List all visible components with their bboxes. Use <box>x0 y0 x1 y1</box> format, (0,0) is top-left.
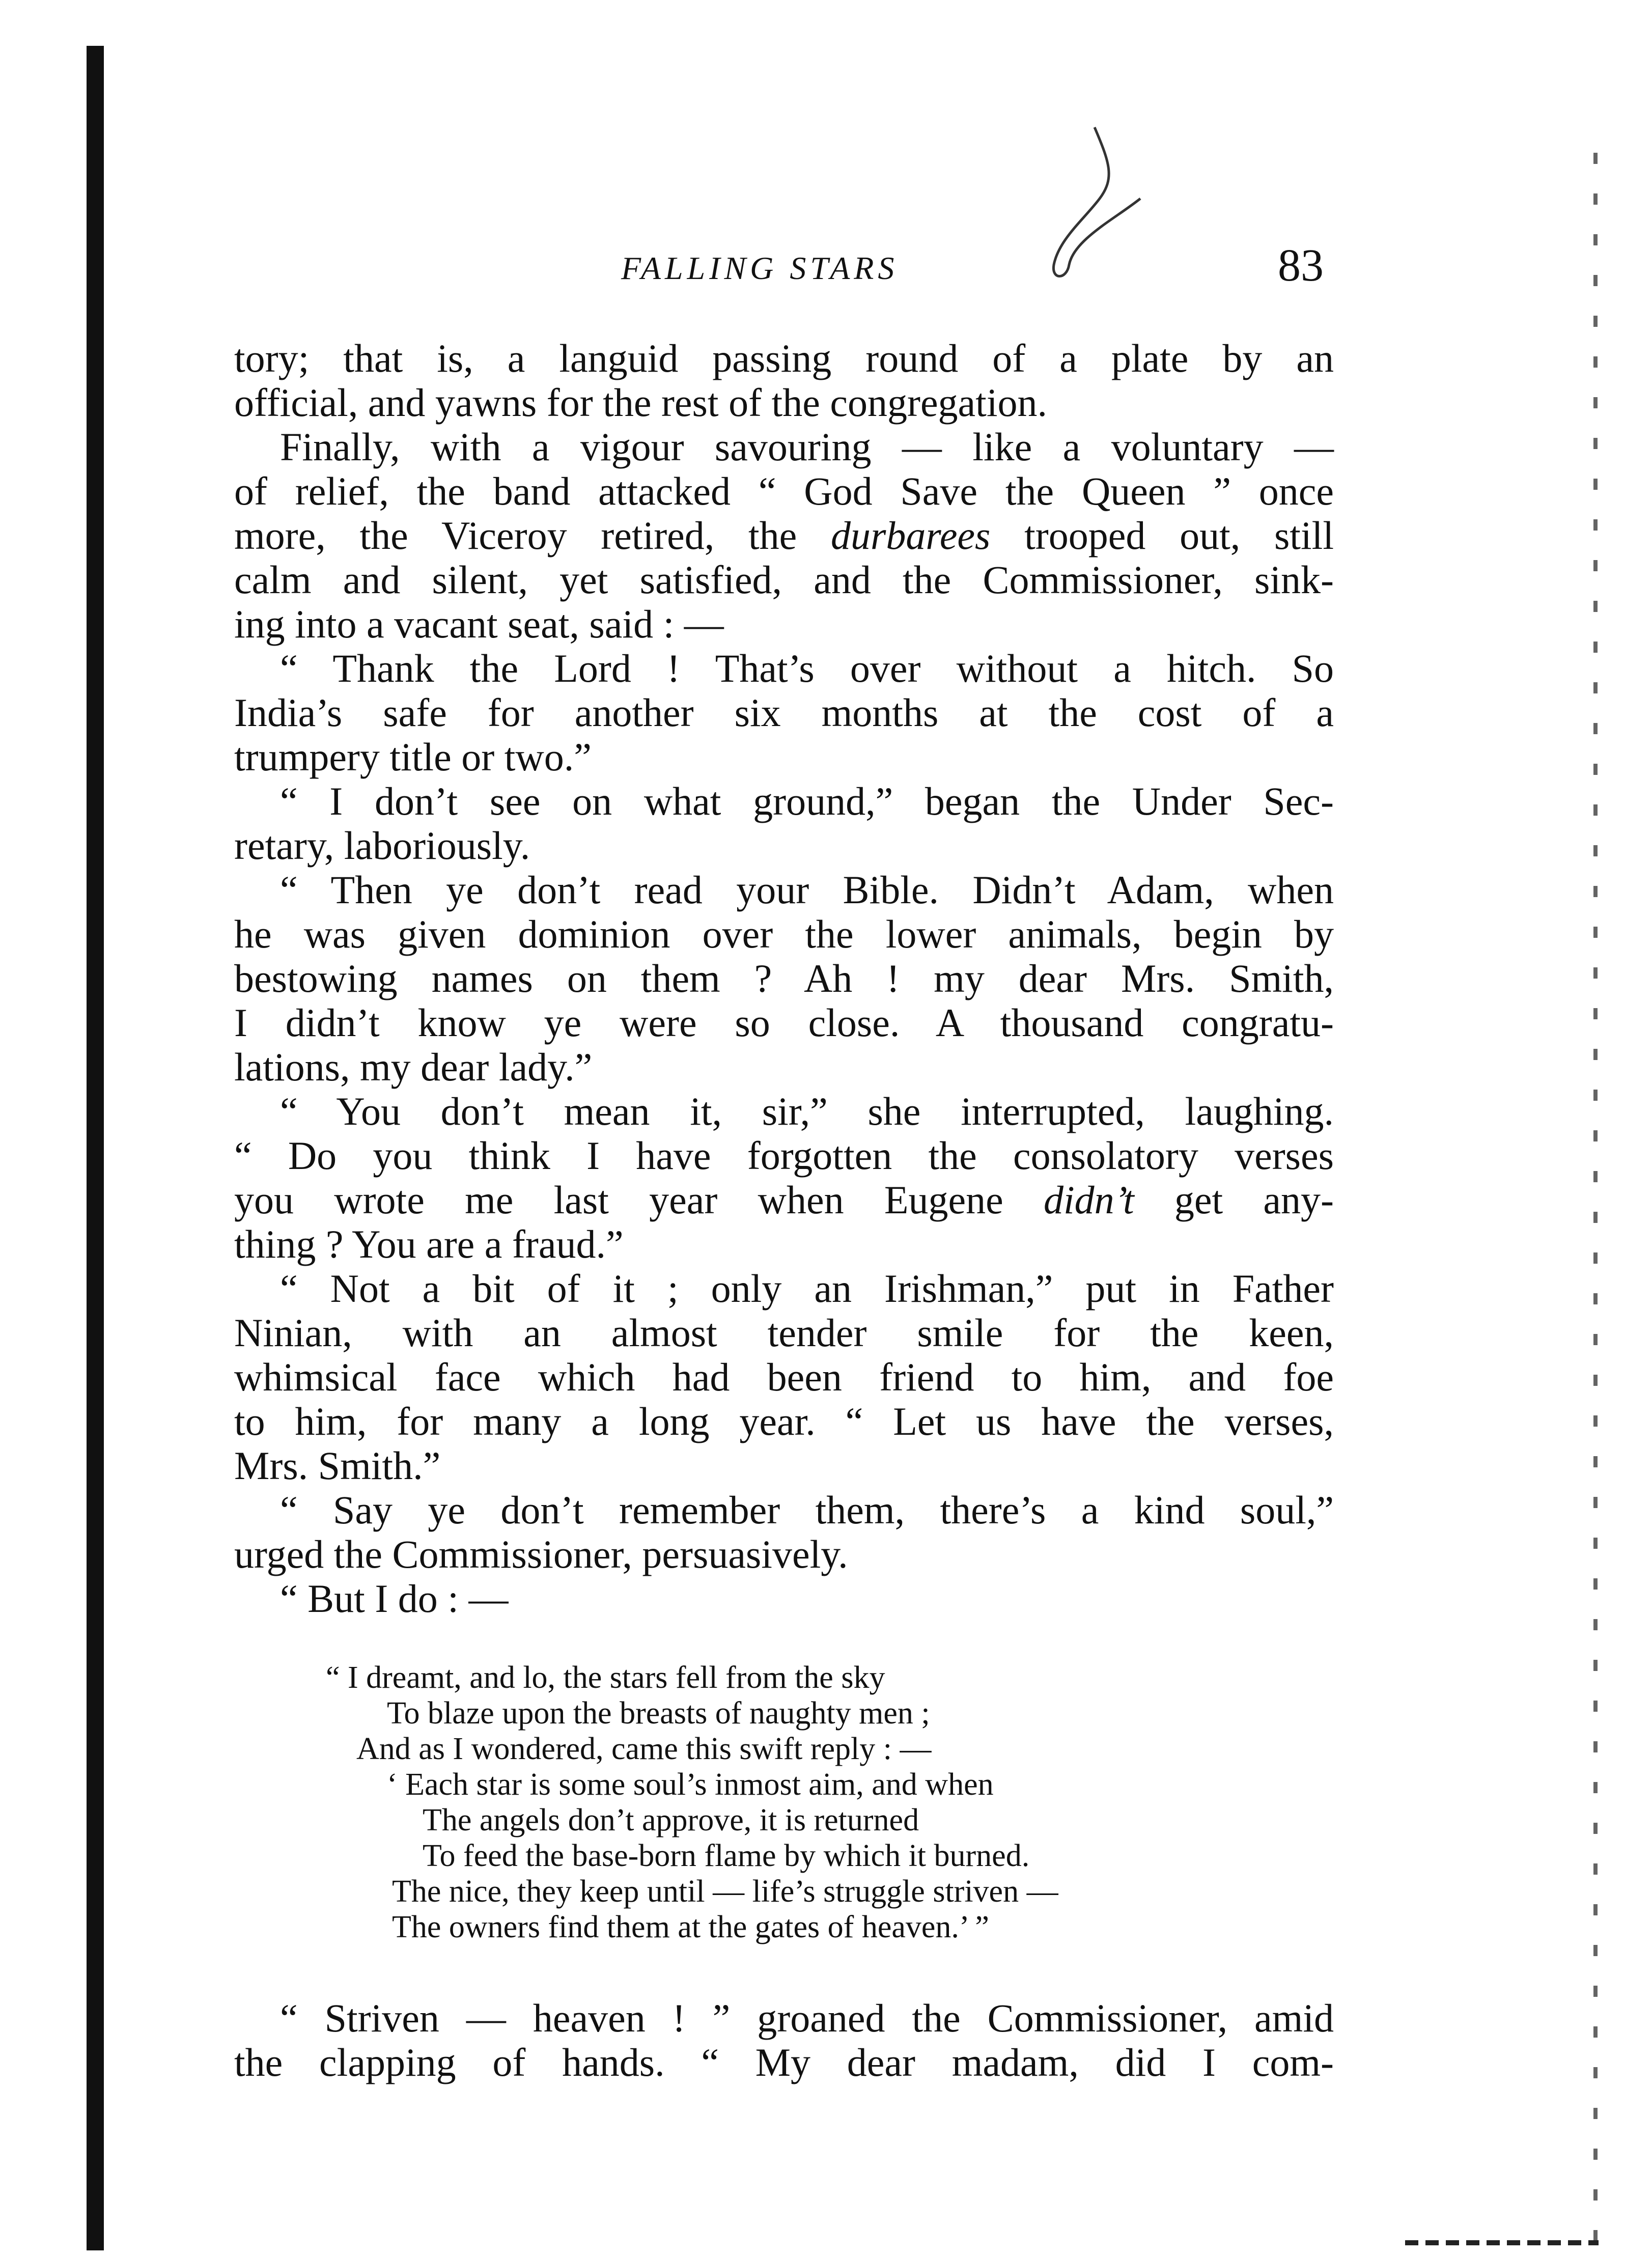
text-line: “ Striven — heaven ! ” groaned the Commissioner, amid <box>280 1996 1334 2040</box>
poem-block <box>326 1660 1324 1945</box>
poem-line: The nice, they keep until — life’s struggle striven — <box>392 1874 1058 1909</box>
text-line: “ Do you think I have forgotten the consolatory verses <box>234 1133 1334 1178</box>
text-line: Finally, with a vigour savouring — like a voluntary — <box>280 425 1334 469</box>
text-line: India’s safe for another six months at the cost of a <box>234 690 1334 735</box>
text-line <box>234 1178 1334 1222</box>
text-line: Ninian, with an almost tender smile for the keen, <box>234 1311 1334 1355</box>
text-line: trumpery title or two.” <box>234 735 592 779</box>
text-line <box>234 513 1334 558</box>
text-line: thing ? You are a fraud.” <box>234 1222 624 1266</box>
running-title: FALLING STARS <box>621 250 899 286</box>
poem-line: And as I wondered, came this swift reply : — <box>356 1732 932 1766</box>
closing-paragraph <box>234 1996 1334 2084</box>
text-run: you wrote me last year when Eugene <box>234 1178 1044 1222</box>
text-line: “ Not a bit of it ; only an Irishman,” put in Father <box>280 1266 1334 1311</box>
page-edge-shadow <box>87 46 104 2250</box>
page-edge-marks <box>1593 153 1598 2240</box>
text-line: “ Say ye don’t remember them, there’s a kind soul,” <box>280 1488 1334 1532</box>
italic-word: durbarees <box>831 513 991 558</box>
text-line: bestowing names on them ? Ah ! my dear Mrs. Smith, <box>234 956 1334 1000</box>
text-line: tory; that is, a languid passing round of a plate by an <box>234 336 1334 380</box>
page-number: 83 <box>1278 240 1324 291</box>
text-line: he was given dominion over the lower animals, begin by <box>234 912 1334 956</box>
poem-line: The owners find them at the gates of heaven.’ ” <box>392 1910 989 1944</box>
bottom-edge-marks <box>1405 2240 1599 2245</box>
text-line: urged the Commissioner, persuasively. <box>234 1532 848 1576</box>
text-line: “ You don’t mean it, sir,” she interrupted, laughing. <box>280 1089 1334 1133</box>
text-line: the clapping of hands. “ My dear madam, did I com- <box>234 2040 1334 2084</box>
text-line: “ I don’t see on what ground,” began the Under Sec- <box>280 779 1334 823</box>
text-line: to him, for many a long year. “ Let us have the verses, <box>234 1399 1334 1443</box>
text-line: official, and yawns for the rest of the congregation. <box>234 380 1048 425</box>
poem-line: To blaze upon the breasts of naughty men ; <box>387 1696 930 1731</box>
text-run: get any- <box>1134 1178 1334 1222</box>
text-line: “ Then ye don’t read your Bible. Didn’t Adam, when <box>280 868 1334 912</box>
text-line: Mrs. Smith.” <box>234 1443 441 1488</box>
text-line: retary, laboriously. <box>234 823 530 868</box>
text-line: “ But I do : — <box>280 1576 509 1621</box>
text-line: lations, my dear lady.” <box>234 1045 593 1089</box>
poem-line: The angels don’t approve, it is returned <box>423 1803 919 1837</box>
text-run: trooped out, still <box>990 513 1334 558</box>
italic-word: didn’t <box>1043 1178 1134 1222</box>
text-run: more, the Viceroy retired, the <box>234 513 831 558</box>
text-line: whimsical face which had been friend to him, and foe <box>234 1355 1334 1399</box>
poem-line: ‘ Each star is some soul’s inmost aim, and when <box>387 1767 994 1802</box>
poem-line: “ I dreamt, and lo, the stars fell from the sky <box>326 1660 885 1695</box>
text-line: calm and silent, yet satisfied, and the Commissioner, sink- <box>234 558 1334 602</box>
poem-line: To feed the base-born flame by which it burned. <box>423 1839 1030 1873</box>
text-line: of relief, the band attacked “ God Save the Queen ” once <box>234 469 1334 513</box>
text-line: ing into a vacant seat, said : — <box>234 602 724 646</box>
running-head <box>234 239 1334 295</box>
body-text <box>234 336 1334 1621</box>
text-line: I didn’t know ye were so close. A thousand congratu- <box>234 1000 1334 1045</box>
text-line: “ Thank the Lord ! That’s over without a hitch. So <box>280 646 1334 690</box>
